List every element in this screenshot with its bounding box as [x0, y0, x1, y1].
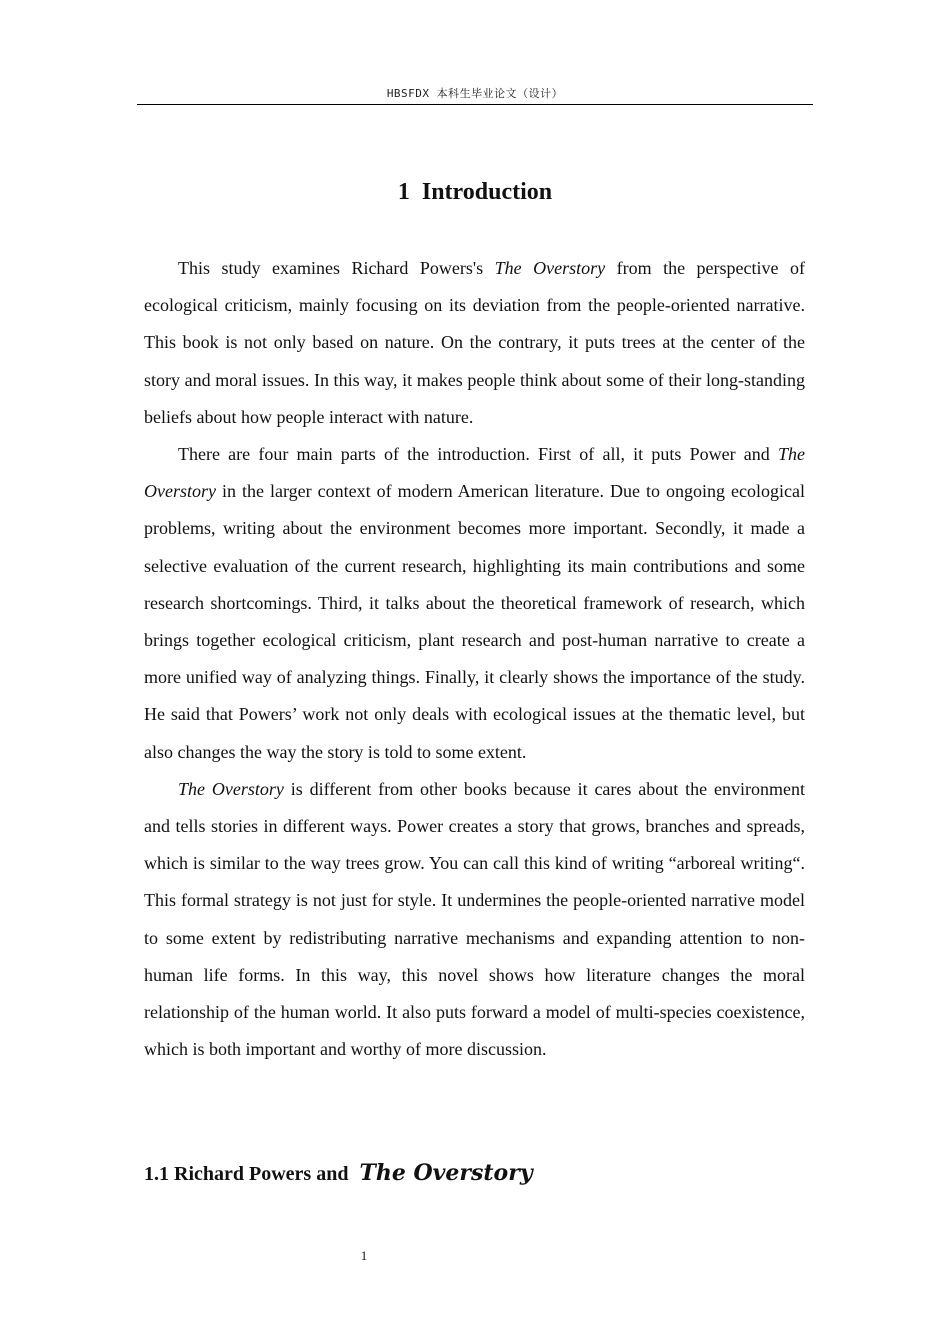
- chapter-title: [0, 176, 950, 208]
- chapter-title-text: Introduction: [421, 179, 553, 205]
- book-title: The Overstory: [178, 778, 284, 799]
- page-number: 1: [360, 1248, 368, 1263]
- paragraph: [144, 250, 805, 436]
- page-header: HBSFDX 本科生毕业论文（设计）: [137, 86, 813, 105]
- paragraph: [144, 771, 805, 1069]
- book-title: The Overstory: [494, 258, 606, 278]
- section-book-title: The Overstory: [359, 1160, 533, 1186]
- text-segment: This study examines Richard Powers's: [178, 258, 495, 278]
- section-title-text: 1.1 Richard Powers and: [144, 1163, 349, 1185]
- body-text: [144, 250, 805, 1068]
- text-segment: from the perspective of ecological criticism, mainly focusing on its deviation from the people-oriented narrative. This book is not only based on nature. On the contrary, it puts trees at the center of the story and moral issues. In this way, it makes people think about some of their long-standing beliefs about how people interact with nature.: [144, 258, 805, 427]
- text-segment: is different from other books because it cares about the environment and tells stories in different ways. Power creates a story that grows, branches and spreads, which is similar to the way trees grow. You can call this kind of writing “arboreal writing“. This formal strategy is not just for style. It undermines the people-oriented narrative model to some extent by redistributing narrative mechanisms and expanding attention to non-human life forms. In this way, this novel shows how literature changes the moral relationship of the human world. It also puts forward a model of multi-species coexistence, which is both important and worthy of more discussion.: [144, 778, 805, 1060]
- paragraph: [144, 436, 805, 771]
- book-title: The Overstory: [144, 444, 805, 502]
- text-segment: There are four main parts of the introduction. First of all, it puts Power and: [178, 444, 778, 465]
- chapter-number: 1: [397, 179, 410, 205]
- text-segment: in the larger context of modern American literature. Due to ongoing ecological problems, writing about the environment becomes more important. Secondly, it made a selective evaluation of the current research, highlighting its main contributions and some research shortcomings. Third, it talks about the theoretical framework of research, which brings together ecological criticism, plant research and post-human narrative to create a more unified way of analyzing things. Finally, it clearly shows the importance of the study. He said that Powers’ work not only deals with ecological issues at the thematic level, but also changes the way the story is told to some extent.: [144, 481, 805, 762]
- section-title: [144, 1157, 533, 1190]
